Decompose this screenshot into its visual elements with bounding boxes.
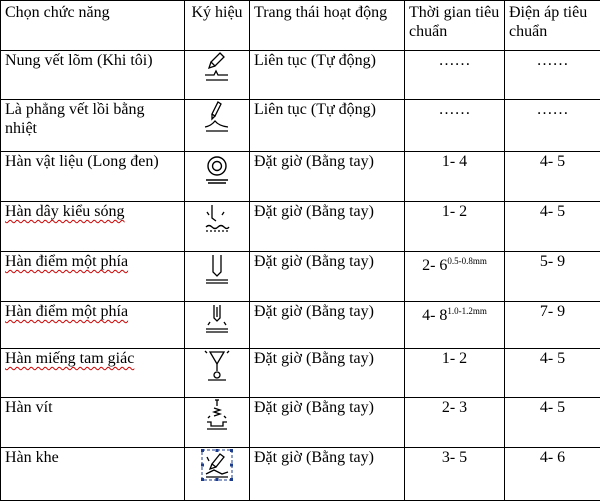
symbol-cell — [185, 302, 250, 349]
table-row — [1, 252, 600, 302]
table-row — [1, 349, 600, 398]
bump-flattening-icon — [189, 100, 245, 134]
mode-cell: Đặt giờ (Bằng tay) — [250, 252, 405, 302]
function-cell: Hàn vật liệu (Long đen) — [1, 152, 185, 202]
header-voltage: Điện áp tiêu chuẩn — [505, 1, 600, 51]
time-cell — [405, 202, 505, 252]
symbol-cell — [185, 252, 250, 302]
mode-cell: Đặt giờ (Bằng tay) — [250, 302, 405, 349]
table-row — [1, 51, 600, 100]
screw-weld-icon — [189, 398, 245, 432]
mode-cell: Đặt giờ (Bằng tay) — [250, 448, 405, 501]
time-cell — [405, 302, 505, 349]
voltage-cell: 4- 5 — [505, 398, 600, 448]
spot-weld-thick-icon — [189, 302, 245, 336]
symbol-cell — [185, 448, 250, 501]
time-value: …… — [439, 101, 471, 118]
voltage-cell: …… — [505, 100, 600, 152]
header-time: Thời gian tiêu chuẩn — [405, 1, 505, 51]
mode-cell: Đặt giờ (Bằng tay) — [250, 349, 405, 398]
table-row — [1, 152, 600, 202]
time-cell — [405, 100, 505, 152]
symbol-cell — [185, 398, 250, 448]
voltage-cell: 4- 5 — [505, 202, 600, 252]
time-value: 1- 2 — [442, 203, 467, 220]
table-row — [1, 302, 600, 349]
function-cell — [1, 349, 185, 398]
symbol-cell — [185, 152, 250, 202]
wave-wire-weld-icon — [189, 202, 245, 236]
function-cell — [1, 202, 185, 252]
time-cell — [405, 349, 505, 398]
symbol-cell — [185, 349, 250, 398]
function-cell: Hàn khe — [1, 448, 185, 501]
time-value: 2- 3 — [442, 399, 467, 416]
function-text: Hàn miếng tam giác — [5, 350, 134, 367]
time-value: 3- 5 — [442, 449, 467, 466]
thickness-note: 1.0-1.2mm — [447, 306, 487, 316]
mode-cell: Liên tục (Tự động) — [250, 100, 405, 152]
time-value: …… — [439, 52, 471, 69]
mode-cell: Đặt giờ (Bằng tay) — [250, 202, 405, 252]
mode-cell: Đặt giờ (Bằng tay) — [250, 398, 405, 448]
time-value: 1- 2 — [442, 350, 467, 367]
symbol-cell — [185, 100, 250, 152]
time-value: 1- 4 — [442, 153, 467, 170]
voltage-cell: 5- 9 — [505, 252, 600, 302]
time-cell — [405, 252, 505, 302]
table-row — [1, 100, 600, 152]
voltage-cell: 7- 9 — [505, 302, 600, 349]
table-row — [1, 398, 600, 448]
function-cell: Nung vết lõm (Khi tôi) — [1, 51, 185, 100]
voltage-cell: …… — [505, 51, 600, 100]
function-text: Hàn điểm một phía — [5, 303, 128, 320]
function-text: Hàn dây kiểu sóng — [5, 203, 125, 220]
mode-cell: Đặt giờ (Bằng tay) — [250, 152, 405, 202]
washer-weld-icon — [189, 152, 245, 186]
slot-weld-icon — [189, 448, 245, 482]
thickness-note: 0.5-0.8mm — [447, 256, 487, 266]
header-symbol: Ký hiệu — [185, 1, 250, 51]
function-cell — [1, 302, 185, 349]
time-cell — [405, 152, 505, 202]
dent-heating-icon — [189, 51, 245, 85]
voltage-cell: 4- 5 — [505, 349, 600, 398]
symbol-cell — [185, 202, 250, 252]
symbol-cell — [185, 51, 250, 100]
time-value: 2- 6 — [422, 257, 447, 274]
header-row — [1, 1, 600, 51]
function-text: Là phẳng vết lồi bằng nhiệt — [5, 101, 145, 137]
time-cell — [405, 51, 505, 100]
table-row — [1, 202, 600, 252]
time-value: 4- 8 — [422, 307, 447, 324]
triangle-weld-icon — [189, 349, 245, 383]
spot-weld-icon — [189, 252, 245, 286]
header-mode: Trang thái hoạt động — [250, 1, 405, 51]
function-cell — [1, 100, 185, 152]
header-function: Chọn chức năng — [1, 1, 185, 51]
mode-cell: Liên tục (Tự động) — [250, 51, 405, 100]
function-cell: Hàn vít — [1, 398, 185, 448]
table-row — [1, 448, 600, 501]
time-cell — [405, 398, 505, 448]
time-cell — [405, 448, 505, 501]
voltage-cell: 4- 6 — [505, 448, 600, 501]
function-cell — [1, 252, 185, 302]
voltage-cell: 4- 5 — [505, 152, 600, 202]
function-text: Hàn điểm một phía — [5, 253, 128, 270]
